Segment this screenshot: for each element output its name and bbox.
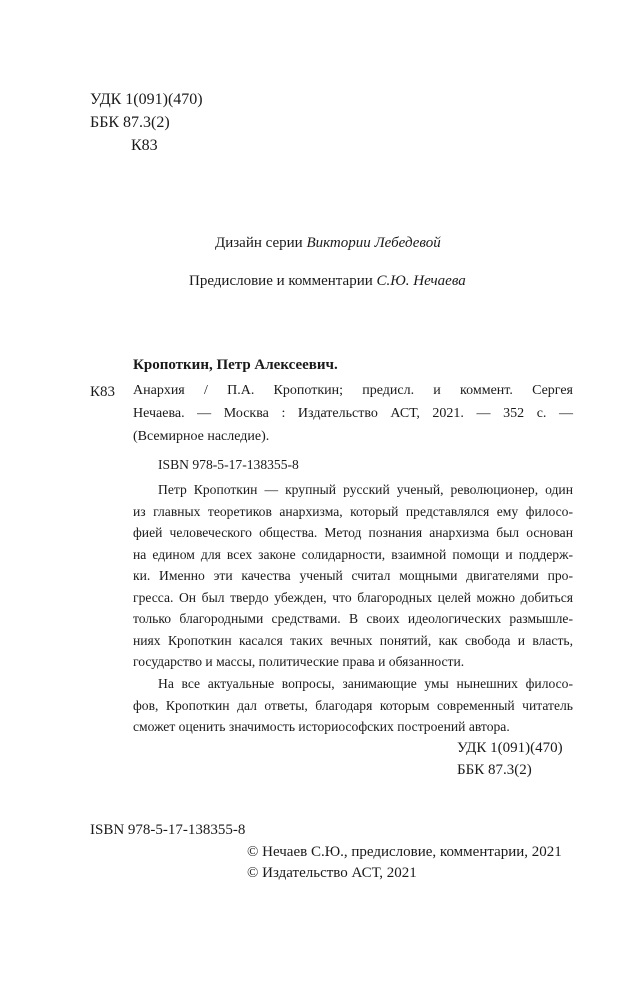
- series-design-prefix: Дизайн серии: [215, 235, 303, 251]
- catalog-description: [133, 379, 573, 448]
- series-design-credit: [215, 233, 441, 253]
- author-mark-top: К83: [131, 137, 158, 154]
- annotation-line: Петр Кропоткин — крупный русский ученый, революционер, один: [158, 482, 573, 497]
- preface-credit: [189, 271, 466, 291]
- annotation-line: из главных теоретиков анархизма, который представлялся ему филосо-: [133, 503, 573, 519]
- bbk-code-top: ББК 87.3(2): [90, 114, 170, 131]
- annotation-line: сможет оценить значимость историософских построений автора.: [133, 719, 510, 734]
- catalog-mark: К83: [90, 384, 116, 400]
- series-designer-name: Виктории Лебедевой: [306, 235, 441, 251]
- catalog-heading: Кропоткин, Петр Алексеевич.: [133, 357, 338, 373]
- annotation-line: на едином для всех законе солидарности, взаимной помощи и поддерж-: [133, 546, 573, 562]
- annotation-line: ниях Кропоткин касался таких вечных понятий, как свобода и власть,: [133, 632, 573, 648]
- bbk-code-card: ББК 87.3(2): [457, 762, 532, 778]
- description-line: Анархия / П.А. Кропоткин; предисл. и коммент. Сергея: [133, 383, 573, 398]
- udk-code-card: УДК 1(091)(470): [457, 740, 563, 756]
- annotation-line: ки. Именно эти качества ученый считал мощными двигателями про-: [133, 568, 573, 583]
- annotation-line: гресса. Он был твердо убежден, что благородных целей можно добиться: [133, 589, 573, 605]
- annotation-line: фов, Кропоткин дал ответы, благодаря которым современный читатель: [133, 697, 573, 713]
- annotation-paragraph-1: [133, 479, 573, 673]
- annotation-line: фией человеческого общества. Метод познания анархизма был основан: [133, 525, 573, 540]
- catalog-isbn: ISBN 978-5-17-138355-8: [158, 457, 299, 472]
- annotation-line: только благородными средствами. В своих идеологических размышле-: [133, 611, 573, 626]
- preface-author-name: С.Ю. Нечаева: [376, 273, 466, 289]
- description-line: Нечаева. — Москва : Издательство АСТ, 2021. — 352 с. —: [133, 406, 573, 421]
- preface-prefix: Предисловие и комментарии: [189, 273, 373, 289]
- copyright-publisher: © Издательство АСТ, 2021: [247, 865, 417, 881]
- annotation-paragraph-2: [133, 673, 573, 738]
- description-line: (Всемирное наследие).: [133, 429, 270, 444]
- annotation-line: На все актуальные вопросы, занимающие умы нынешних филосо-: [158, 676, 573, 691]
- copyright-preface: © Нечаев С.Ю., предисловие, комментарии, 2021: [247, 844, 562, 860]
- footer-isbn: ISBN 978-5-17-138355-8: [90, 822, 246, 838]
- udk-code-top: УДК 1(091)(470): [90, 91, 203, 108]
- annotation-line: государство и массы, политические права и обязанности.: [133, 654, 465, 669]
